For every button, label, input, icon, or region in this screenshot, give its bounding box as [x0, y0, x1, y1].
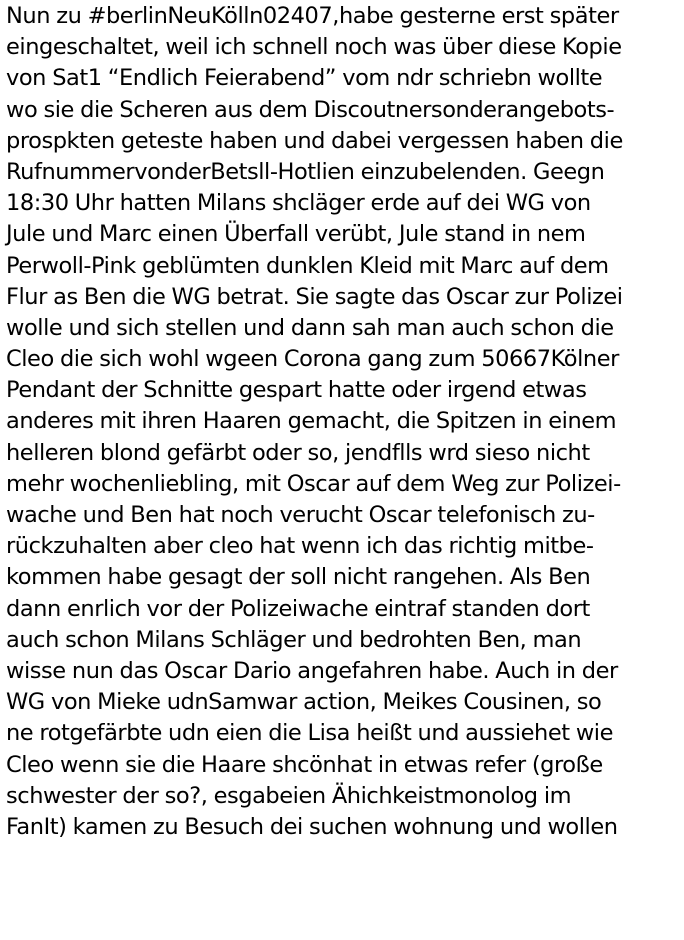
text-line: Jule und Marc einen Überfall verübt, Jule stand in nem	[6, 221, 586, 248]
text-line: wo sie die Scheren aus dem Discoutnersonderangebots-	[6, 96, 615, 123]
text-line: prospkten geteste haben und dabei vergessen haben die	[6, 127, 623, 154]
text-line: RufnummervonderBetsll-Hotlien einzubelenden. Geegn	[6, 158, 605, 185]
text-line: ne rotgefärbte udn eien die Lisa heißt und aussiehet wie	[6, 720, 613, 747]
text-line: Cleo die sich wohl wgeen Corona gang zum 50667Kölner	[6, 346, 619, 373]
text-line: Perwoll-Pink geblümten dunklen Kleid mit Marc auf dem	[6, 252, 609, 279]
text-line: wache und Ben hat noch verucht Oscar telefonisch zu-	[6, 502, 595, 528]
text-line: helleren blond gefärbt oder so, jendflls wrd sieso nicht	[6, 439, 590, 466]
text-line: anderes mit ihren Haaren gemacht, die Spitzen in einem	[6, 408, 617, 435]
text-line: Nun zu #berlinNeuKölln02407,habe gesterne erst später	[6, 3, 619, 29]
text-line: rückzuhalten aber cleo hat wenn ich das richtig mitbe-	[6, 533, 594, 560]
text-line: schwester der so?, esgabeien Ähichkeistmonolog im	[6, 782, 572, 809]
text-line: WG von Mieke udnSamwar action, Meikes Cousinen, so	[6, 689, 602, 716]
text-line: FanIt) kamen zu Besuch dei suchen wohnung und wollen	[6, 813, 618, 840]
text-line: dann enrlich vor der Polizeiwache eintraf standen dort	[6, 595, 590, 622]
text-line: 18:30 Uhr hatten Milans shcläger erde auf dei WG von	[6, 190, 591, 217]
body-text	[6, 1, 678, 843]
text-line: Cleo wenn sie die Haare shcönhat in etwas refer (große	[6, 751, 603, 778]
text-line: von Sat1 “Endlich Feierabend” vom ndr schriebn wollte	[6, 65, 603, 92]
text-line: Pendant der Schnitte gespart hatte oder irgend etwas	[6, 377, 587, 404]
text-line: kommen habe gesagt der soll nicht rangehen. Als Ben	[6, 564, 591, 591]
text-line: mehr wochenliebling, mit Oscar auf dem Weg zur Polizei-	[6, 470, 621, 497]
text-line: wisse nun das Oscar Dario angefahren habe. Auch in der	[6, 657, 618, 684]
text-line: Flur as Ben die WG betrat. Sie sagte das Oscar zur Polizei	[6, 283, 623, 310]
text-line: wolle und sich stellen und dann sah man auch schon die	[6, 314, 614, 341]
text-line: eingeschaltet, weil ich schnell noch was über diese Kopie	[6, 34, 622, 61]
text-line: auch schon Milans Schläger und bedrohten Ben, man	[6, 626, 582, 653]
